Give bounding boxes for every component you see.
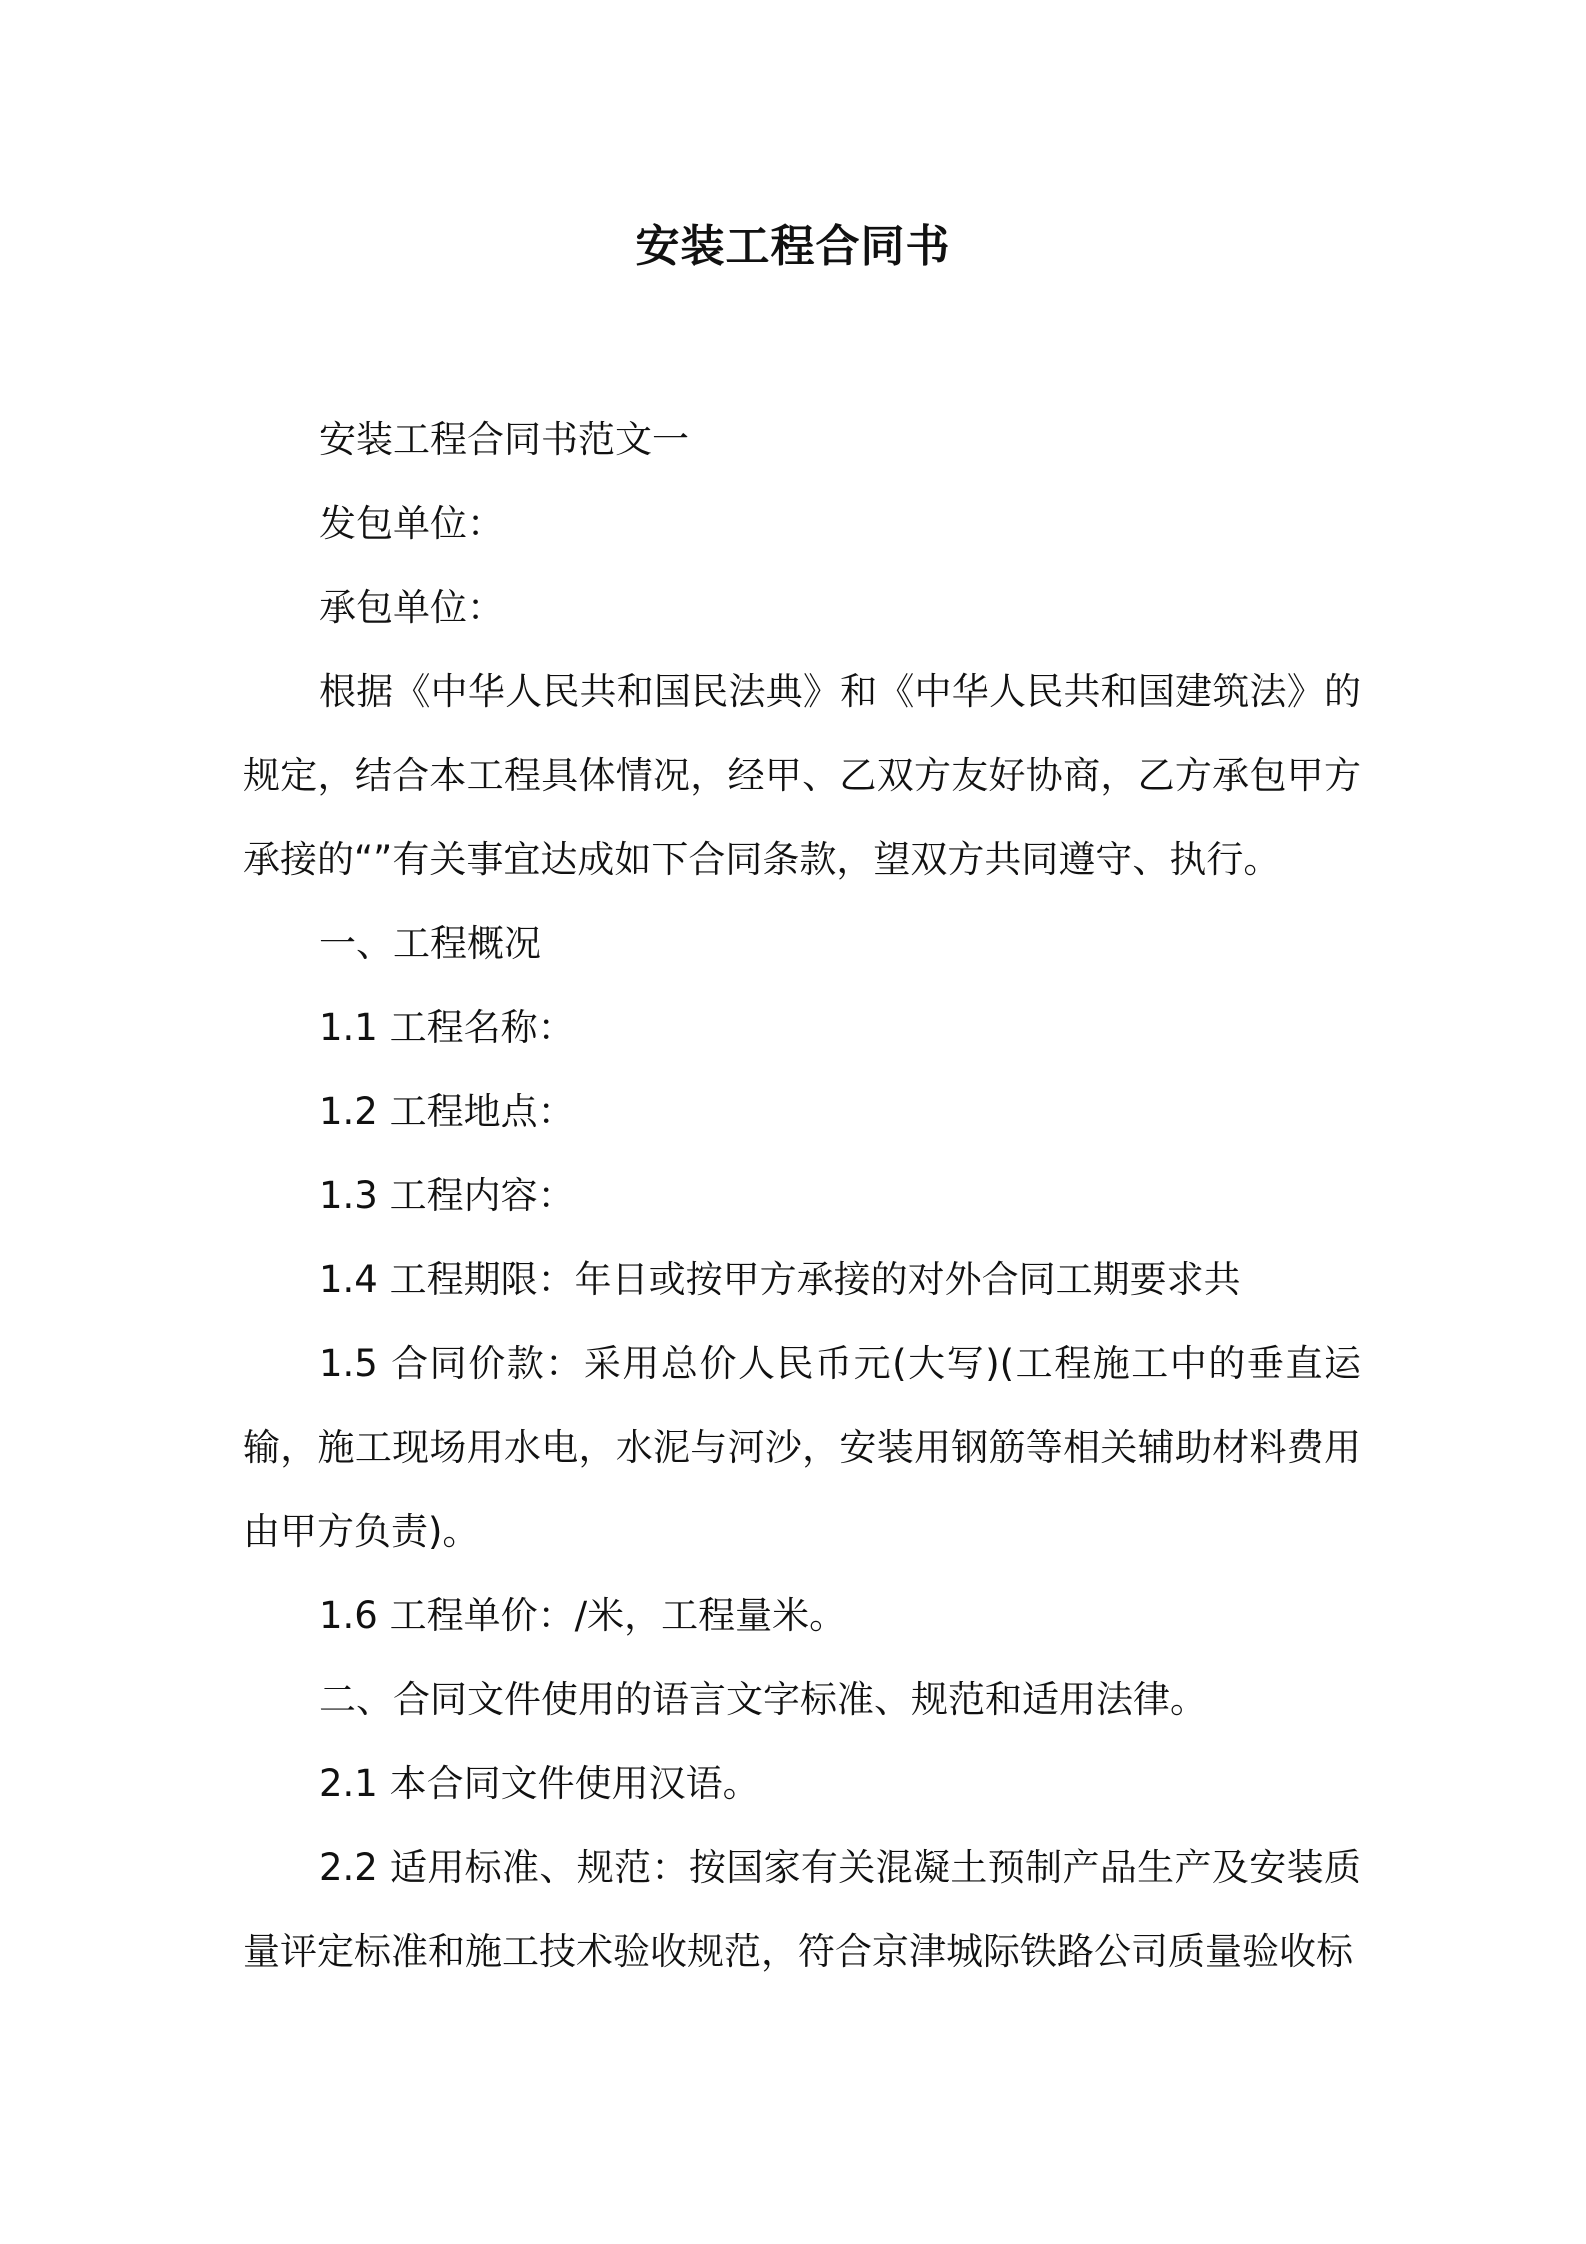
paragraph-1-4: 1.4 工程期限：年日或按甲方承接的对外合同工期要求共 — [319, 1258, 1241, 1301]
paragraph-preamble: 根据《中华人民共和国民法典》和《中华人民共和国建筑法》的规定，结合本工程具体情况，经甲、乙双方友好协商，乙方承包甲方承接的“”有关事宜达成如下合同条款，望双方共同遵守、执行。 — [243, 670, 1361, 881]
paragraph-employer: 发包单位： — [319, 502, 504, 545]
paragraph-1-3: 1.3 工程内容： — [319, 1174, 575, 1217]
paragraph-section-2-heading: 二、合同文件使用的语言文字标准、规范和适用法律。 — [319, 1678, 1207, 1721]
paragraph-contractor: 承包单位： — [319, 586, 504, 629]
paragraph-2-1: 2.1 本合同文件使用汉语。 — [319, 1762, 760, 1805]
paragraph-2-2: 2.2 适用标准、规范：按国家有关混凝土预制产品生产及安装质量评定标准和施工技术验收规范，符合京津城际铁路公司质量验收标 — [243, 1846, 1361, 1973]
document-title: 安装工程合同书 — [635, 221, 951, 272]
paragraph-1-2: 1.2 工程地点： — [319, 1090, 575, 1133]
document-body — [243, 398, 1361, 1994]
paragraph-subtitle: 安装工程合同书范文一 — [319, 418, 689, 461]
paragraph-1-5: 1.5 合同价款：采用总价人民币元(大写)(工程施工中的垂直运输，施工现场用水电，水泥与河沙，安装用钢筋等相关辅助材料费用由甲方负责)。 — [243, 1342, 1361, 1553]
paragraph-1-6: 1.6 工程单价：/米，工程量米。 — [319, 1594, 847, 1637]
paragraph-1-1: 1.1 工程名称： — [319, 1006, 575, 1049]
paragraph-section-1-heading: 一、工程概况 — [319, 922, 541, 965]
